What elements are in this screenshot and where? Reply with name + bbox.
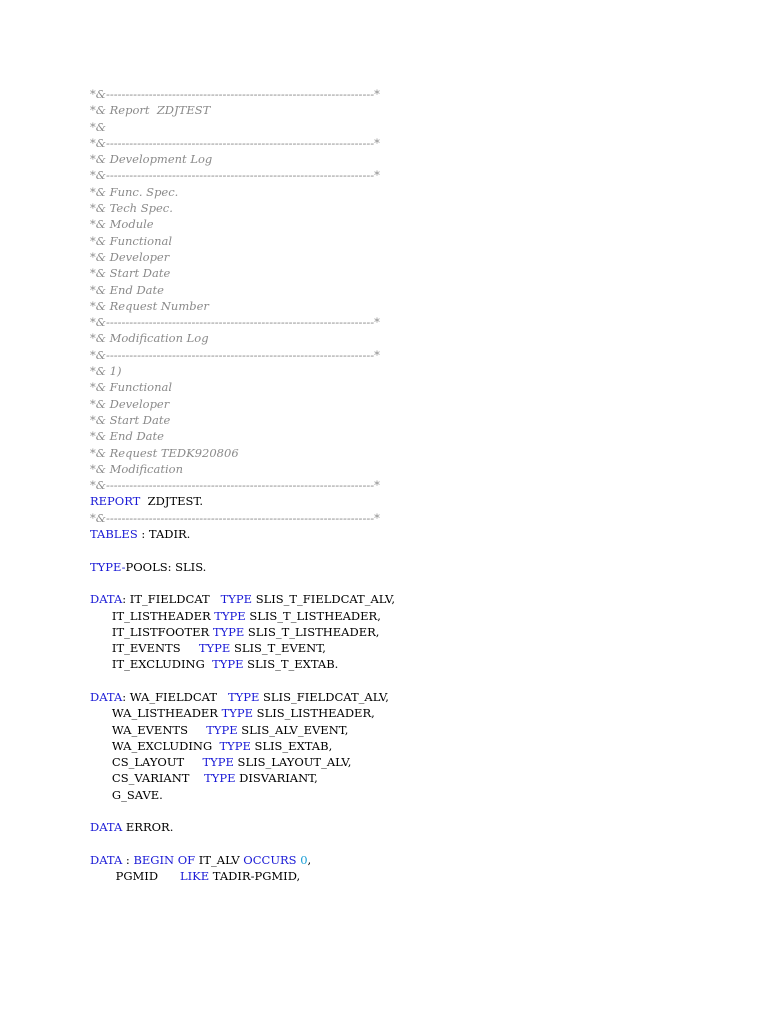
code-token: : bbox=[122, 852, 134, 867]
keyword-token: TYPE- bbox=[90, 559, 126, 574]
comment-line: *& Functional bbox=[90, 233, 173, 248]
keyword-token: LIKE bbox=[179, 869, 210, 884]
code-token: DISVARIANT, bbox=[235, 771, 318, 786]
keyword-token: DATA bbox=[90, 689, 123, 704]
comment-line: *& Development Log bbox=[90, 152, 213, 167]
comment-line: *&---------------------------------------------------------------------* bbox=[90, 135, 380, 150]
comment-line: *& End Date bbox=[90, 429, 164, 444]
comment-line: *&---------------------------------------------------------------------* bbox=[90, 510, 380, 525]
code-token: SLIS_ALV_EVENT, bbox=[237, 722, 349, 737]
code-token: TADIR-PGMID, bbox=[209, 869, 301, 884]
code-line bbox=[90, 526, 750, 542]
code-line bbox=[90, 689, 750, 705]
code-token: ERROR. bbox=[122, 820, 174, 835]
code-token: G_SAVE. bbox=[90, 787, 163, 802]
keyword-token: TYPE bbox=[206, 722, 238, 737]
code-token: : IT_FIELDCAT bbox=[122, 592, 221, 607]
code-token: WA_EXCLUDING bbox=[90, 738, 220, 753]
comment-line: *& 1) bbox=[90, 364, 122, 379]
keyword-token: TYPE bbox=[214, 608, 246, 623]
code-token: IT_LISTFOOTER bbox=[90, 624, 213, 639]
code-line bbox=[90, 852, 750, 868]
code-line bbox=[90, 754, 750, 770]
code-token: SLIS_T_EVENT, bbox=[230, 641, 326, 656]
blank-line bbox=[90, 542, 750, 558]
comment-line: *& Start Date bbox=[90, 412, 171, 427]
code-token: CS_VARIANT bbox=[90, 771, 205, 786]
code-line bbox=[90, 819, 750, 835]
comment-line: *&---------------------------------------------------------------------* bbox=[90, 168, 380, 183]
keyword-token: TYPE bbox=[202, 755, 234, 770]
comment-line: *& Module bbox=[90, 217, 154, 232]
code-line bbox=[90, 868, 750, 884]
code-listing bbox=[90, 86, 750, 885]
comment-line: *& Developer bbox=[90, 396, 170, 411]
code-token: POOLS: SLIS. bbox=[125, 559, 207, 574]
code-line bbox=[90, 624, 750, 640]
code-line bbox=[90, 705, 750, 721]
keyword-token: TYPE bbox=[227, 689, 260, 704]
code-token: PGMID bbox=[90, 869, 180, 884]
code-token: SLIS_LISTHEADER, bbox=[253, 706, 375, 721]
comment-line: *& Tech Spec. bbox=[90, 201, 173, 216]
keyword-token: DATA bbox=[90, 592, 123, 607]
keyword-token: REPORT bbox=[90, 494, 141, 509]
blank-line bbox=[90, 803, 750, 819]
keyword-token: TYPE bbox=[212, 624, 245, 639]
blank-line bbox=[90, 836, 750, 852]
comment-line: *& Request Number bbox=[90, 298, 209, 313]
code-token: IT_EXCLUDING bbox=[90, 657, 213, 672]
code-token: : TADIR. bbox=[137, 527, 191, 542]
comment-line: *& Request TEDK920806 bbox=[90, 445, 239, 460]
comment-line: *& Modification bbox=[90, 461, 183, 476]
keyword-token: OCCURS bbox=[243, 852, 297, 867]
keyword-token: DATA bbox=[90, 852, 123, 867]
code-line bbox=[90, 608, 750, 624]
code-token: WA_LISTHEADER bbox=[90, 706, 222, 721]
comment-line: *& Func. Spec. bbox=[90, 184, 179, 199]
comment-line: *&---------------------------------------------------------------------* bbox=[90, 347, 380, 362]
code-line bbox=[90, 656, 750, 672]
code-line bbox=[90, 738, 750, 754]
keyword-token: TYPE bbox=[198, 641, 231, 656]
keyword-token: TYPE bbox=[204, 771, 236, 786]
number-token: 0 bbox=[300, 852, 308, 867]
comment-line: *& End Date bbox=[90, 282, 164, 297]
keyword-token: TYPE bbox=[220, 592, 253, 607]
code-token: SLIS_T_EXTAB. bbox=[243, 657, 339, 672]
code-token: ZDJTEST. bbox=[140, 494, 204, 509]
comment-line: *& Start Date bbox=[90, 266, 171, 281]
code-line bbox=[90, 770, 750, 786]
keyword-token: TYPE bbox=[221, 706, 254, 721]
code-token: IT_EVENTS bbox=[90, 641, 199, 656]
comment-line: *& Modification Log bbox=[90, 331, 209, 346]
code-token: SLIS_FIELDCAT_ALV, bbox=[259, 689, 389, 704]
code-line bbox=[90, 591, 750, 607]
code-token: WA_EVENTS bbox=[90, 722, 207, 737]
keyword-token: TABLES bbox=[90, 527, 138, 542]
comment-line: *& Report ZDJTEST bbox=[90, 103, 211, 118]
keyword-token: BEGIN OF bbox=[133, 852, 196, 867]
code-token: IT_LISTHEADER bbox=[90, 608, 215, 623]
code-token: SLIS_T_FIELDCAT_ALV, bbox=[252, 592, 396, 607]
code-line bbox=[90, 640, 750, 656]
comment-line: *& Functional bbox=[90, 380, 173, 395]
code-token: SLIS_T_LISTHEADER, bbox=[245, 608, 381, 623]
comment-line: *& Developer bbox=[90, 249, 170, 264]
code-token: , bbox=[307, 852, 312, 867]
code-token: SLIS_T_LISTHEADER, bbox=[244, 624, 380, 639]
keyword-token: TYPE bbox=[212, 657, 244, 672]
code-token: SLIS_LAYOUT_ALV, bbox=[233, 755, 352, 770]
code-line bbox=[90, 787, 750, 803]
comment-line: *&---------------------------------------------------------------------* bbox=[90, 87, 380, 101]
blank-line bbox=[90, 575, 750, 591]
keyword-token: DATA bbox=[90, 820, 123, 835]
comment-line: *& bbox=[90, 119, 106, 134]
comment-line: *&---------------------------------------------------------------------* bbox=[90, 478, 380, 493]
code-token: SLIS_EXTAB, bbox=[250, 738, 333, 753]
code-token: IT_ALV bbox=[195, 852, 244, 867]
comment-line: *&---------------------------------------------------------------------* bbox=[90, 315, 380, 330]
code-line bbox=[90, 559, 750, 575]
code-line bbox=[90, 493, 750, 509]
keyword-token: TYPE bbox=[219, 738, 251, 753]
code-token: CS_LAYOUT bbox=[90, 755, 203, 770]
code-line bbox=[90, 722, 750, 738]
blank-line bbox=[90, 673, 750, 689]
code-document bbox=[90, 86, 750, 885]
code-token: : WA_FIELDCAT bbox=[122, 689, 228, 704]
